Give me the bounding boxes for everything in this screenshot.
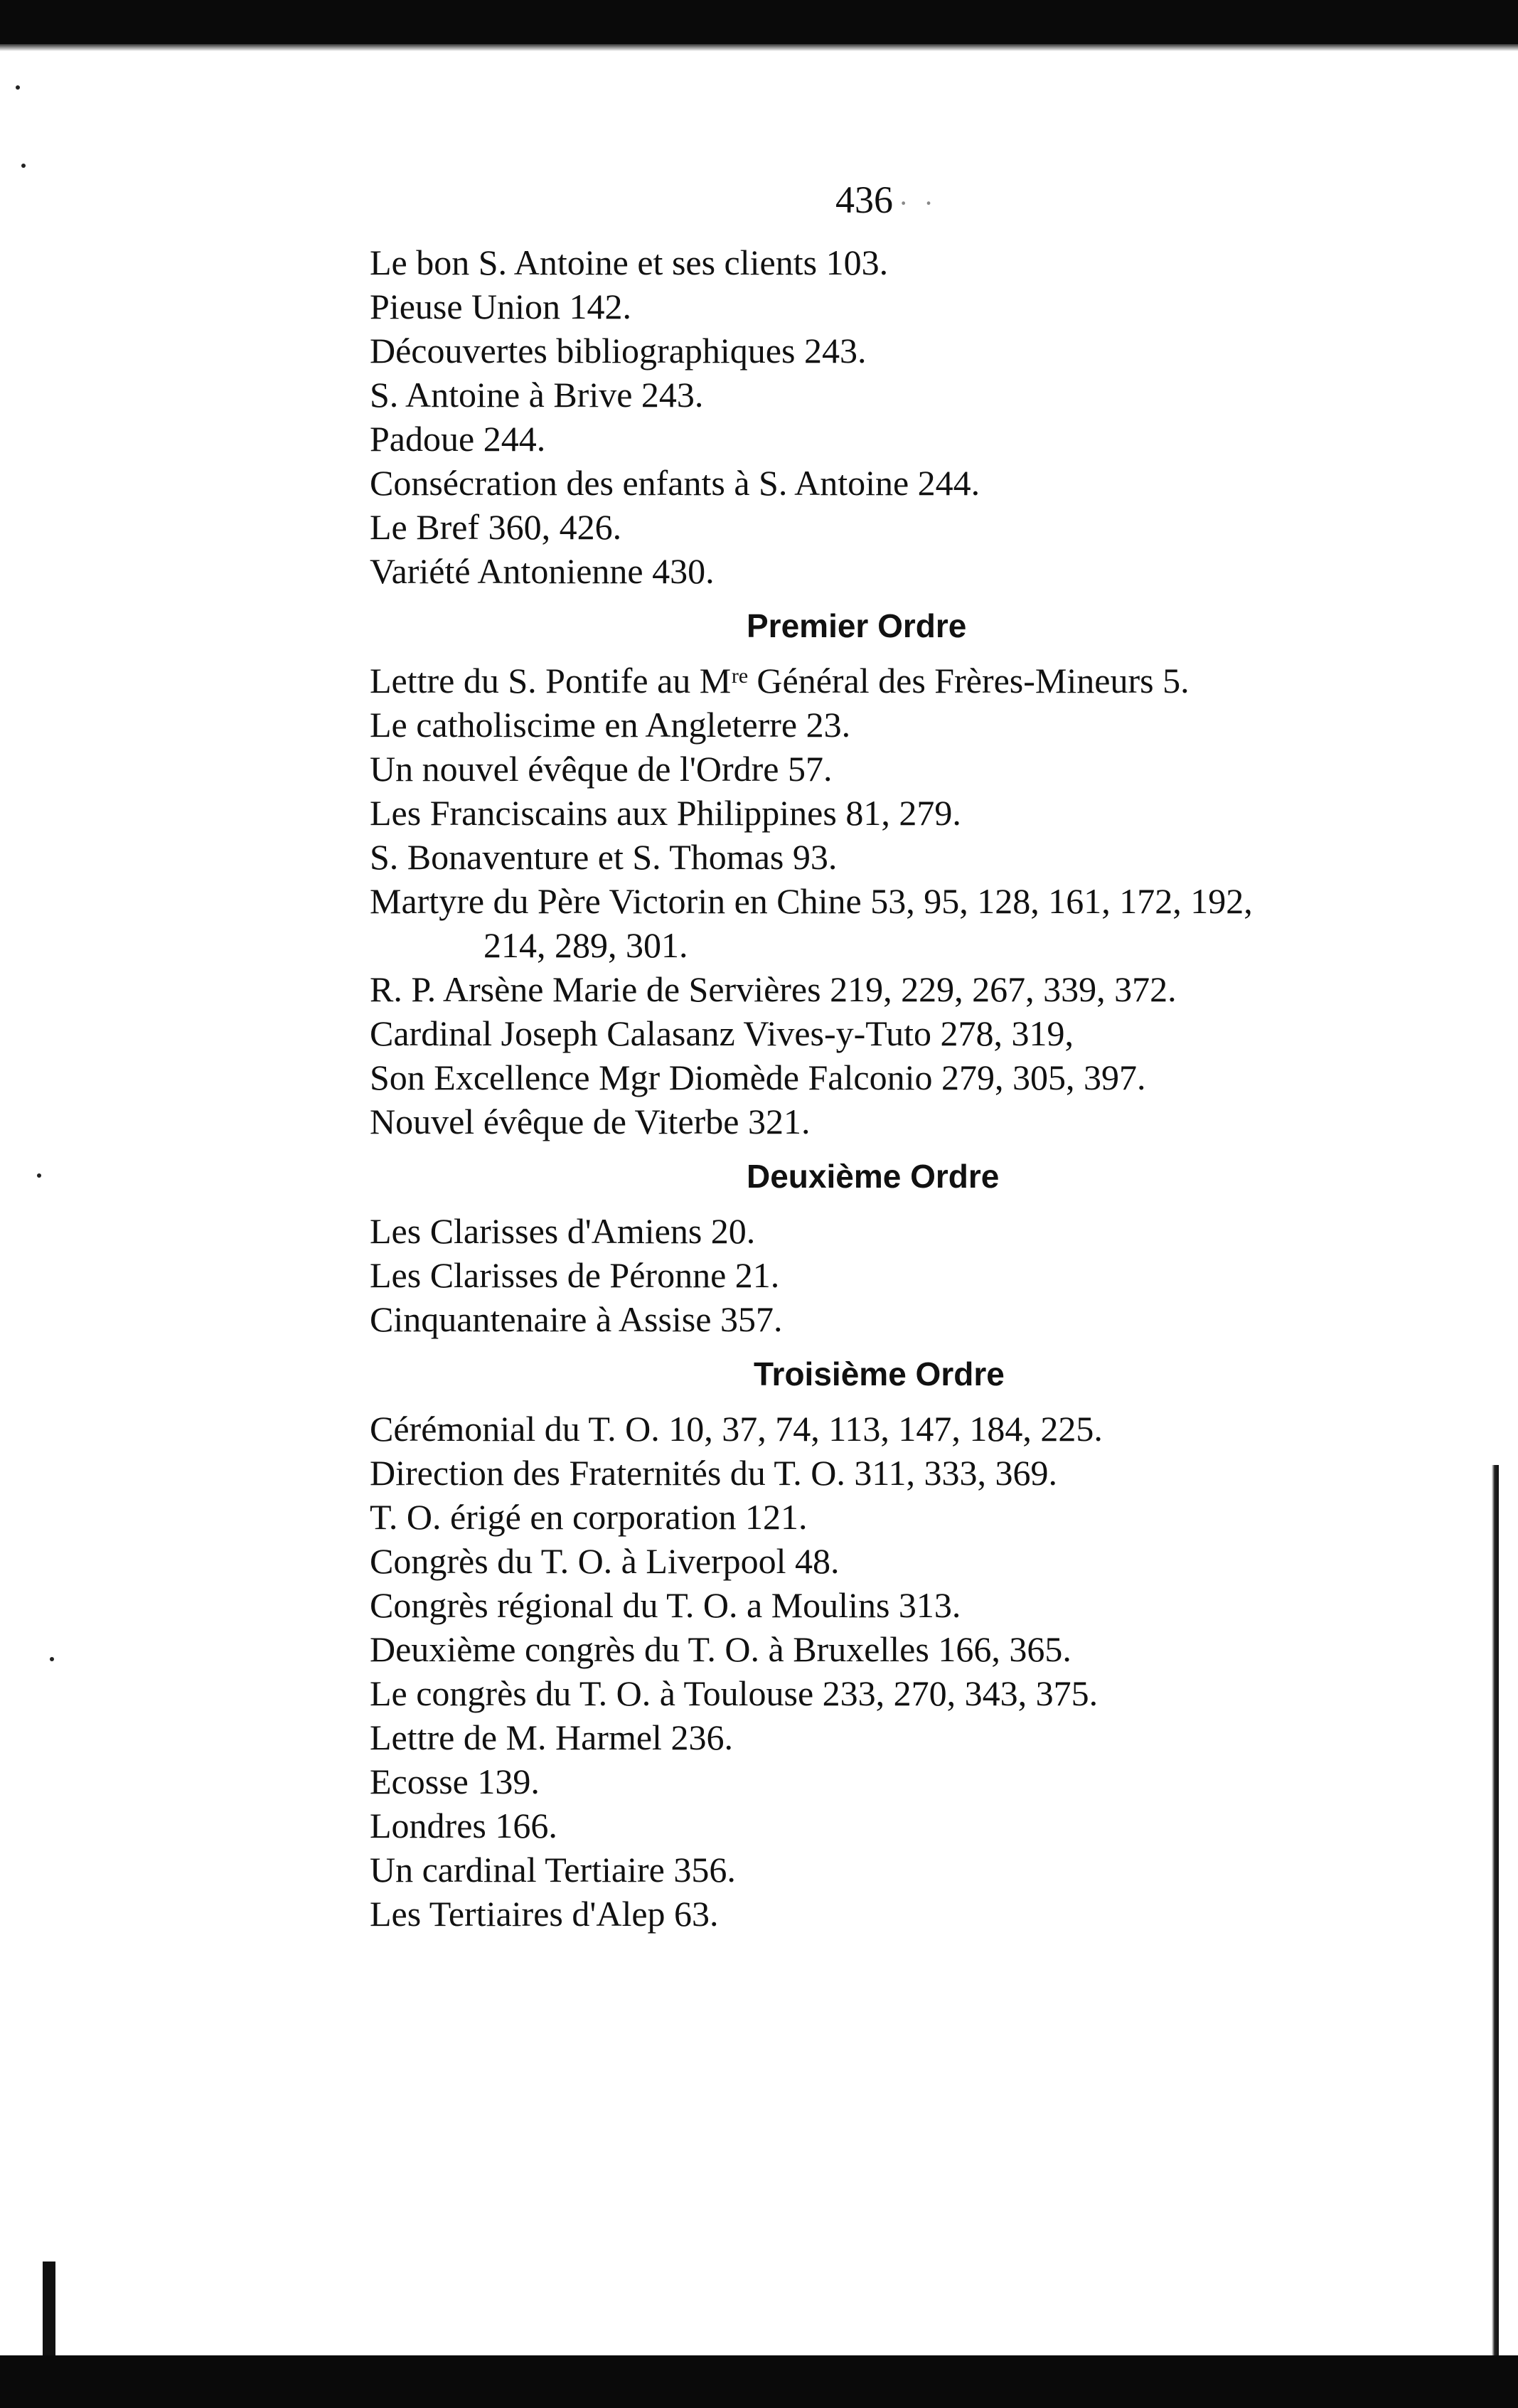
index-entry: Variété Antonienne 430. (370, 551, 715, 591)
index-group-deuxieme-ordre (370, 1144, 1479, 1341)
index-content (370, 240, 1479, 1936)
index-entry-continuation: 214, 289, 301. (483, 925, 688, 965)
index-entry: Nouvel évêque de Viterbe 321. (370, 1102, 811, 1141)
index-entry: Londres 166. (370, 1806, 557, 1845)
index-entry: Un nouvel évêque de l'Ordre 57. (370, 749, 833, 789)
scan-speck (50, 1657, 54, 1661)
scan-speck (21, 164, 26, 168)
index-entry: S. Bonaventure et S. Thomas 93. (370, 837, 838, 877)
index-entry: Le congrès du T. O. à Toulouse 233, 270, 343, 375. (370, 1673, 1099, 1713)
index-entry: Le bon S. Antoine et ses clients 103. (370, 243, 889, 282)
index-entry: Les Franciscains aux Philippines 81, 279. (370, 793, 961, 833)
index-entry: Découvertes bibliographiques 243. (370, 331, 867, 371)
index-entry: Cinquantenaire à Assise 357. (370, 1299, 783, 1339)
index-entry: Consécration des enfants à S. Antoine 244. (370, 463, 980, 503)
section-heading-deuxieme-ordre: Deuxième Ordre (747, 1158, 1000, 1195)
index-entry: Congrès régional du T. O. a Moulins 313. (370, 1585, 961, 1625)
page-number-text: 436 (835, 179, 893, 221)
index-entry: Les Clarisses d'Amiens 20. (370, 1211, 756, 1251)
index-entry: Le catholiscime en Angleterre 23. (370, 705, 851, 745)
scan-speck (16, 85, 20, 90)
section-heading-premier-ordre: Premier Ordre (747, 607, 967, 644)
index-entry: Direction des Fraternités du T. O. 311, 333, 369. (370, 1453, 1057, 1493)
scan-speck (37, 1173, 41, 1178)
index-group-general (370, 240, 1479, 593)
index-entry: Les Clarisses de Péronne 21. (370, 1255, 780, 1295)
index-entry: Congrès du T. O. à Liverpool 48. (370, 1541, 840, 1581)
index-entry: Les Tertiaires d'Alep 63. (370, 1894, 719, 1934)
scan-left-edge-shadow (43, 2262, 55, 2361)
scan-dash-mark: · · (899, 187, 938, 219)
index-entry: Pieuse Union 142. (370, 287, 632, 326)
index-entry: Lettre de M. Harmel 236. (370, 1717, 733, 1757)
index-entry: T. O. érigé en corporation 121. (370, 1497, 808, 1537)
index-entry: Padoue 244. (370, 419, 546, 459)
scan-top-border (0, 0, 1518, 44)
index-entry: Cérémonial du T. O. 10, 37, 74, 113, 147, 184, 225. (370, 1409, 1103, 1449)
index-entry: Lettre du S. Pontife au Mʳᵉ Général des Frères-Mineurs 5. (370, 661, 1190, 700)
index-entry: Deuxième congrès du T. O. à Bruxelles 166, 365. (370, 1629, 1071, 1669)
index-group-troisieme-ordre (370, 1341, 1479, 1936)
index-entry: Son Excellence Mgr Diomède Falconio 279, 305, 397. (370, 1058, 1146, 1097)
scan-right-edge-shadow (1492, 1465, 1499, 2361)
index-entry: Le Bref 360, 426. (370, 507, 622, 547)
index-entry: Ecosse 139. (370, 1762, 540, 1801)
scan-bottom-border (0, 2355, 1518, 2408)
index-entry: Un cardinal Tertiaire 356. (370, 1850, 736, 1890)
index-entry: R. P. Arsène Marie de Servières 219, 229, 267, 339, 372. (370, 969, 1177, 1009)
index-entry: S. Antoine à Brive 243. (370, 375, 704, 415)
section-heading-troisieme-ordre: Troisième Ordre (754, 1355, 1005, 1392)
index-entry: Martyre du Père Victorin en Chine 53, 95, 128, 161, 172, 192, (370, 881, 1253, 921)
page-number (835, 178, 938, 222)
index-entry: Cardinal Joseph Calasanz Vives-y-Tuto 278, 319, (370, 1013, 1074, 1053)
index-group-premier-ordre (370, 593, 1479, 1144)
